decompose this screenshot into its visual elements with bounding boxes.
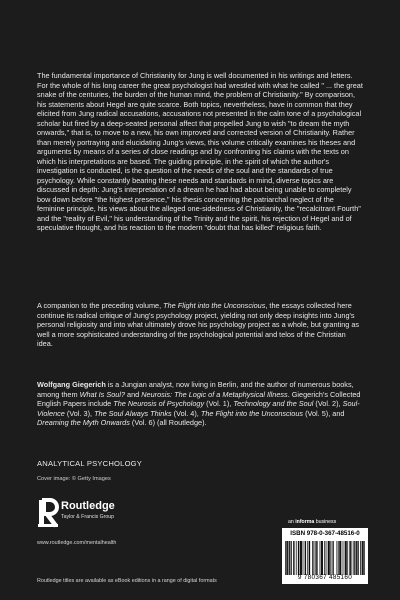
author-bio [37,380,363,428]
cover-image-credit: Cover image: © Getty Images [37,476,111,482]
bio-text: (Vol. 1), [204,399,234,408]
blurb-text: The fundamental importance of Christianity for Jung is well documented in his writings and letters. For the whole of his long career the great psychologist had wrestled with what he called " ... the great snake of the centuries, the burden of the human mind, the problem of Christianity." By comparison, his statements about Hegel are quite scarce. Both topics, nevertheless, have in common that they elicited from Jung radical accusations, accusations not presented in the calm tone of a psychological scholar but fired by a deep-seated personal affect that propelled Jung to wish "to dream the myth onwards," that is, to move to a new, his own improved and corrected version of Christianity. Rather than merely portraying and elucidating Jung's views, this volume critically examines his theses and arguments by means of a series of close readings and by confronting his claims with the texts on which his interpretations are based. The guiding principle, in the spirit of which the author's investigation is conducted, is the question of the needs of the soul and the standards of true psychology. While constantly bearing these needs and standards in mind, diverse topics are discussed in depth: Jung's interpretation of a dream he had had about being unable to completely bow down before "the highest presence," his thesis concerning the patriarchal neglect of the feminine principle, his views about the alleged one-sidedness of Christianity, the "recalcitrant Fourth" and the "reality of Evil," his understanding of the Trinity and the spirit, his rejection of Hegel and of speculative thought, and his reaction to the modern "doubt that has killed" religious faith. [37,71,363,232]
book-title: Neurosis: The Logic of a Metaphysical Illness [141,389,288,399]
bio-text: and [125,389,142,399]
informa-business-label [288,519,336,525]
book-title: The Neurosis of Psychology [113,399,205,408]
companion-text-start: A companion to the preceding volume, [37,301,164,310]
publisher-name: Routledge [61,500,115,512]
book-title: Technology and the Soul [233,399,314,408]
companion-volume-title: The Flight into the Unconscious [163,301,266,310]
bio-text: (Vol. 3), [64,408,95,418]
bio-text: is a Jungian analyst, now living in Berlin, and the author of numerous books, among them [37,380,354,399]
companion-paragraph [37,301,363,349]
informa-prefix: an [288,519,296,525]
publisher-url: www.routledge.com/mentalhealth [37,540,117,546]
book-title: The Flight into the Unconscious [200,408,304,418]
bio-text: (Vol. 4), [171,408,201,418]
publisher-group: Taylor & Francis Group [61,514,115,520]
informa-brand: informa [295,519,315,525]
book-title: Soul-Violence [37,399,360,418]
barcode-digits: 9 780367 485160 [297,574,353,581]
bio-text: (Vol. 2), [313,399,343,408]
author-name: Wolfgang Giegerich [37,380,106,389]
book-title: Dreaming the Myth Onwards [37,418,130,427]
informa-suffix: business [314,519,337,525]
bio-text: (Vol. 5), and [303,408,345,418]
bio-text: . Giegerich's Collected English Papers include [37,389,361,408]
isbn-label: ISBN 978-0-367-48516-0 [290,530,360,537]
ebook-note: Routledge titles are available as eBook editions in a range of digital formats [37,578,217,584]
routledge-r-icon [37,498,59,528]
book-title: The Soul Always Thinks [94,408,172,418]
subject-category: ANALYTICAL PSYCHOLOGY [37,459,143,468]
blurb-paragraph [37,71,363,233]
bio-text: (Vol. 6) (all Routledge). [129,418,207,427]
publisher-logo [37,498,167,530]
book-title: What Is Soul? [79,389,126,399]
isbn-barcode-block [282,528,368,584]
companion-text-end: , the essays collected here continue its radical critique of Jung's psychology project, yielding not only deep insights into Jung's personal religiosity and into what ultimately drove his psychology project as a whole, but granting as well a more sophisticated understanding of the psychological potential and telos of the Christian idea. [37,301,360,348]
barcode-icon [285,539,365,577]
